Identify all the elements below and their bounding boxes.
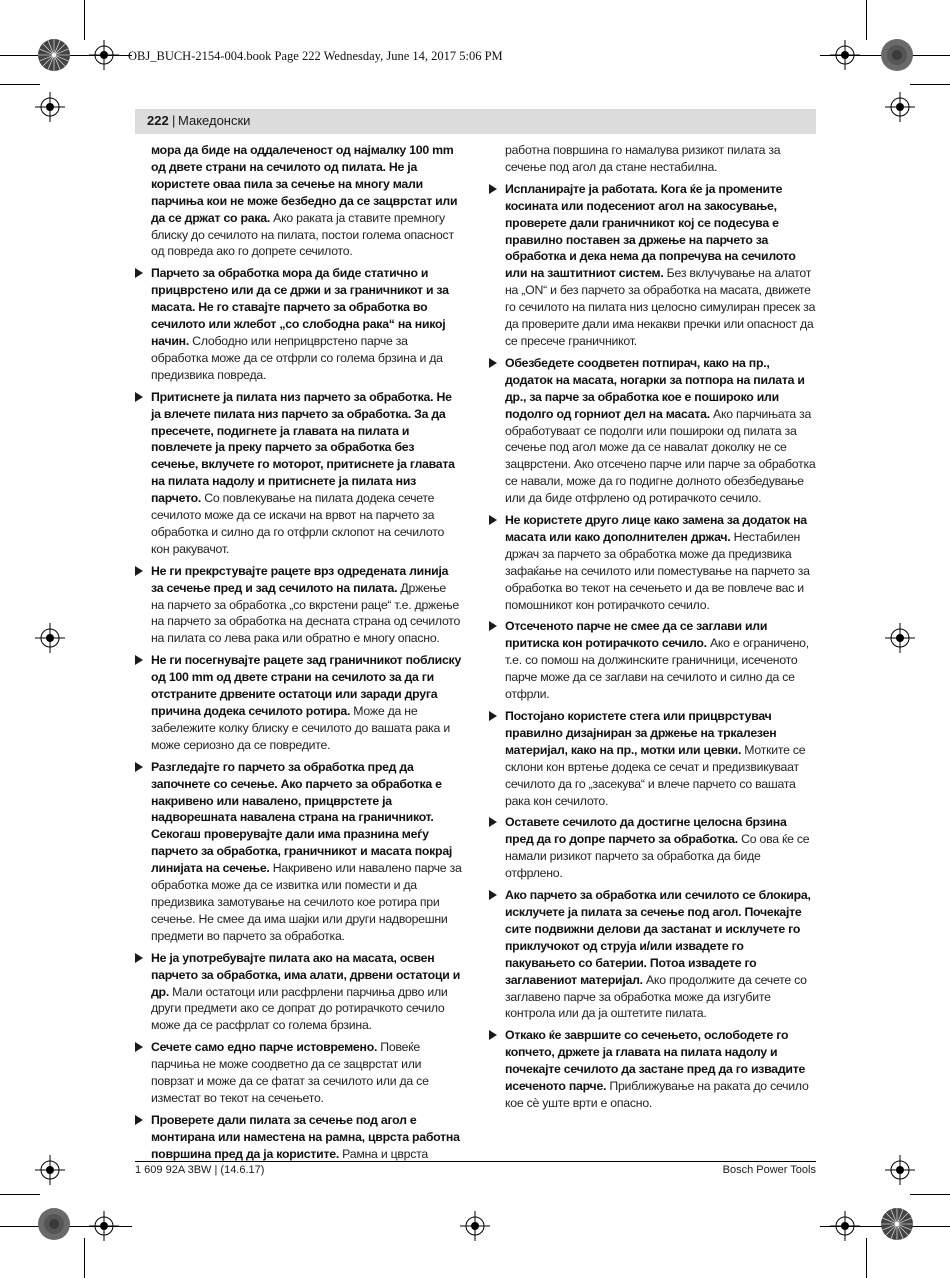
explanation-text: работна површина го намалува ризикот пилата за сечење под агол да стане нестабилна.: [505, 143, 781, 174]
explanation-text: Со ова ќе се намали ризикот парчето за обработка да биде отфрлено.: [505, 832, 810, 881]
explanation-text: Накривено или навалено парче за обработка може да се извитка или помести и да предизвика замотување на сечилото кое ротира при сечење. Не смее да има шајки или други надворешни предмети во парчето за обработка.: [151, 861, 462, 943]
warning-bold-text: Отсеченото парче не смее да се заглави или притиска кон ротирачкото сечило.: [505, 619, 768, 651]
bullet-arrow-icon: [135, 1042, 143, 1052]
bullet-arrow-icon: [135, 762, 143, 772]
warning-bold-text: Постојано користете стега или прицврстувач правилно дизајниран за држење на тркалезен материјал, како на пр., мотки или цевки.: [505, 709, 777, 757]
color-wheel-icon: [37, 1207, 71, 1241]
crop-mark: [0, 1194, 40, 1195]
crop-mark: [910, 1194, 950, 1195]
starburst-target-icon: [880, 1207, 914, 1241]
bullet-arrow-icon: [489, 1030, 497, 1040]
header-separator: |: [172, 113, 176, 128]
warning-bold-text: Не ја употребувајте пилата ако на масата, освен парчето за обработка, има алати, дрвени остатоци и др.: [151, 950, 461, 999]
bullet-arrow-icon: [135, 1115, 143, 1125]
explanation-text: Мотките се склони кон вртење додека се сечат и предизвикуваат сечилото да го „засекува“ и влече парчето со вашата рака кон сечилото.: [505, 742, 806, 808]
crop-mark: [866, 1238, 867, 1278]
explanation-text: Држење на парчето за обработка „со вкрстени раце“ т.е. држење на парчето за обработка на десната страна од сечилото на пилата со лева рака или обратно е многу опасно.: [151, 580, 461, 646]
registration-target-icon: [885, 1155, 915, 1185]
safety-bullet: [489, 355, 816, 507]
safety-bullet: [489, 618, 816, 703]
starburst-target-icon: [37, 38, 71, 72]
registration-target-icon: [460, 1211, 490, 1241]
crop-mark: [910, 84, 950, 85]
color-wheel-icon: [880, 38, 914, 72]
safety-bullet: [135, 389, 462, 558]
warning-bold-text: Обезбедете соодветен потпирач, како на пр., додаток на масата, ногарки за потпора на пилата и др., за парче за обработка кое е пошироко или подолго од горниот дел на масата.: [505, 355, 805, 421]
explanation-text: Повеќе парчиња не може соодветно да се зацврстат или поврзат и може да се фатат за сечилото или да се изместат во текот на сечењето.: [151, 1040, 429, 1105]
language-label: Македонски: [178, 113, 251, 128]
explanation-text: Ако продолжите да сечете со заглавено парче за обработка може да изгубите контрола или да ја оштетите пилата.: [505, 972, 807, 1021]
bullet-arrow-icon: [489, 890, 497, 900]
warning-bold-text: Откако ќе завршите со сечењето, ослободете го копчето, држете ја главата на пилата надолу и почекајте сечилото да застане пред да го извадите исеченото парче.: [505, 1028, 806, 1094]
warning-bold-text: Проверете дали пилата за сечење под агол е монтирана или наместена на рамна, цврста работна површина пред да ја користите.: [151, 1112, 460, 1161]
warning-bold-text: мора да биде на оддалеченост од најмалку 100 mm од двете страни на сечилото од пилата. Не ја користете оваа пила за сечење на многу мали парчиња кои не може безбедно да се зацврстат или да се држат со рака.: [151, 143, 458, 225]
crop-mark: [866, 0, 867, 40]
warning-bold-text: Не ги прекрстувајте рацете врз одредената линија за сечење пред и зад сечилото на пилата.: [151, 563, 449, 595]
registration-target-icon: [885, 623, 915, 653]
bullet-arrow-icon: [489, 358, 497, 368]
safety-bullet: [489, 814, 816, 882]
bullet-arrow-icon: [135, 655, 143, 665]
explanation-text: Ако е ограничено, т.е. со помош на должинските граничници, исеченото парче може да се заглави на сечилото и силно да се отфрли.: [505, 636, 809, 702]
explanation-text: Мали остатоци или расфрлени парчиња дрво или други предмети ако се допрат до ротирачкото сечило може да се расфрлат со голема брзина.: [151, 984, 448, 1033]
safety-bullet: [135, 563, 462, 648]
footer-brand: Bosch Power Tools: [722, 1164, 816, 1176]
registration-target-icon: [885, 92, 915, 122]
bullet-arrow-icon: [135, 566, 143, 576]
print-slug: OBJ_BUCH-2154-004.book Page 222 Wednesday, June 14, 2017 5:06 PM: [128, 49, 503, 63]
page-number: 222: [147, 113, 169, 128]
registration-target-icon: [89, 1211, 119, 1241]
bullet-arrow-icon: [135, 953, 143, 963]
bullet-arrow-icon: [489, 817, 497, 827]
safety-bullet: [135, 1039, 462, 1107]
registration-target-icon: [89, 40, 119, 70]
safety-paragraph: [489, 142, 816, 176]
safety-bullet: [135, 1112, 462, 1163]
registration-target-icon: [830, 1211, 860, 1241]
crop-mark: [84, 0, 85, 40]
safety-bullet: [489, 512, 816, 613]
warning-bold-text: Притиснете ја пилата низ парчето за обработка. Не ја влечете пилата низ парчето за обработка. За да пресечете, подигнете ја главата на пилата и повлечете ја преку парчето за обработка без сечење, вклучете го моторот, притиснете ја главата на пилата надолу и притиснете ја пилата низ парчето.: [151, 389, 455, 506]
crop-mark: [84, 1238, 85, 1278]
registration-target-icon: [830, 40, 860, 70]
page-header: [135, 109, 816, 134]
warning-bold-text: Разгледајте го парчето за обработка пред да започнете со сечење. Ако парчето за обработка е накривено или навалено, прицврстете ја надворешната навалена страна на граничникот. Секогаш проверувајте дали има празнина меѓу парчето за обработка, граничникот и масата покрај линијата на сечење.: [151, 759, 453, 876]
bullet-arrow-icon: [135, 392, 143, 402]
warning-bold-text: Не користете друго лице како замена за додаток на масата или како дополнителен држач.: [505, 513, 807, 544]
crop-mark: [0, 84, 40, 85]
registration-target-icon: [35, 92, 65, 122]
footer-code: 1 609 92A 3BW | (14.6.17): [135, 1164, 265, 1176]
registration-target-icon: [35, 623, 65, 653]
registration-target-icon: [35, 1155, 65, 1185]
safety-bullet: [135, 759, 462, 945]
explanation-text: Ако парчињата за обработуваат се подолги или пошироки од пилата за сечење под агол може да се навалат доколку не се зацврстени. Ако отсечено парче или парче за обработка се навали, може да го подигне долното обезбедување или да биде отфрлено од ротирачкото сечило.: [505, 406, 816, 506]
left-column: [135, 142, 462, 1168]
explanation-text: Без вклучување на алатот на „ON“ и без парчето за обработка на масата, движете го сечилото на пилата низ целосно симулиран пресек за да проверите дали има некакви пречки или опасност да се пресече граничникот.: [505, 266, 816, 348]
explanation-text: Со повлекување на пилата додека сечете сечилото може да се искачи на врвот на парчето за обработка и силно да го отфрли склопот на сечилото кон ракувачот.: [151, 491, 445, 556]
right-column: [489, 142, 816, 1117]
explanation-text: Ако раката ја ставите премногу блиску до сечилото на пилата, постои голема опасност од повреда ако го допрете сечилото.: [151, 210, 454, 259]
safety-bullet: [135, 950, 462, 1035]
explanation-text: Може да не забележите колку блиску е сечилото до вашата рака и може сериозно да се повредите.: [151, 704, 450, 752]
footer-rule: [135, 1161, 816, 1162]
warning-bold-text: Сечете само едно парче истовремено.: [151, 1040, 378, 1055]
warning-bold-text: Испланирајте ја работата. Кога ќе ја промените косината или подесениот агол на закосување, проверете дали граничникот кој се подесува е правилно поставен за држење на парчето за обработка и дека нема да попречува на сечилото или на заштитниот систем.: [505, 181, 796, 281]
bullet-arrow-icon: [489, 184, 497, 194]
explanation-text: Рамна и цврста: [339, 1146, 428, 1161]
bullet-arrow-icon: [489, 621, 497, 631]
explanation-text: Нестабилен држач за парчето за обработка може да предизвика зафаќање на сечилото или поместување на парчето за обработка во текот на сечењето и да ве повлече вас и помошникот кон ротирачкото сечило.: [505, 529, 810, 612]
bullet-arrow-icon: [135, 268, 143, 278]
warning-bold-text: Не ги посегнувајте рацете зад граничникот поблиску од 100 mm од двете страни на сечилото за да ги отстраните дрвените остатоци или заради друга причина додека сечилото ротира.: [151, 653, 462, 718]
explanation-text: Слободно или неприцврстено парче за обработка може да се отфрли со голема брзина и да предизвика повреда.: [151, 333, 443, 382]
safety-bullet: [489, 708, 816, 809]
warning-bold-text: Ако парчето за обработка или сечилото се блокира, исклучете ја пилата за сечење под агол. Почекајте сите подвижни делови да застанат и исклучете го приклучокот од струја и/или извадете го пакувањето со батерии. Потоа извадете го заглавениот материјал.: [505, 888, 811, 987]
safety-bullet: [135, 652, 462, 753]
safety-bullet: [489, 887, 816, 1022]
warning-bold-text: Парчето за обработка мора да биде статично и прицврстено или да се држи и за граничникот и за масата. Не го ставајте парчето за обработка во сечилото или жлебот „со слободна рака“ на никој начин.: [151, 266, 449, 348]
safety-bullet: [489, 181, 816, 350]
explanation-text: Приближување на раката до сечило кое сѐ уште врти е опасно.: [505, 1079, 809, 1110]
warning-bold-text: Оставете сечилото да достигне целосна брзина пред да го допре парчето за обработка.: [505, 815, 787, 847]
bullet-arrow-icon: [489, 515, 497, 525]
bullet-arrow-icon: [489, 711, 497, 721]
safety-bullet: [489, 1027, 816, 1112]
safety-paragraph: [135, 142, 462, 260]
safety-bullet: [135, 265, 462, 383]
